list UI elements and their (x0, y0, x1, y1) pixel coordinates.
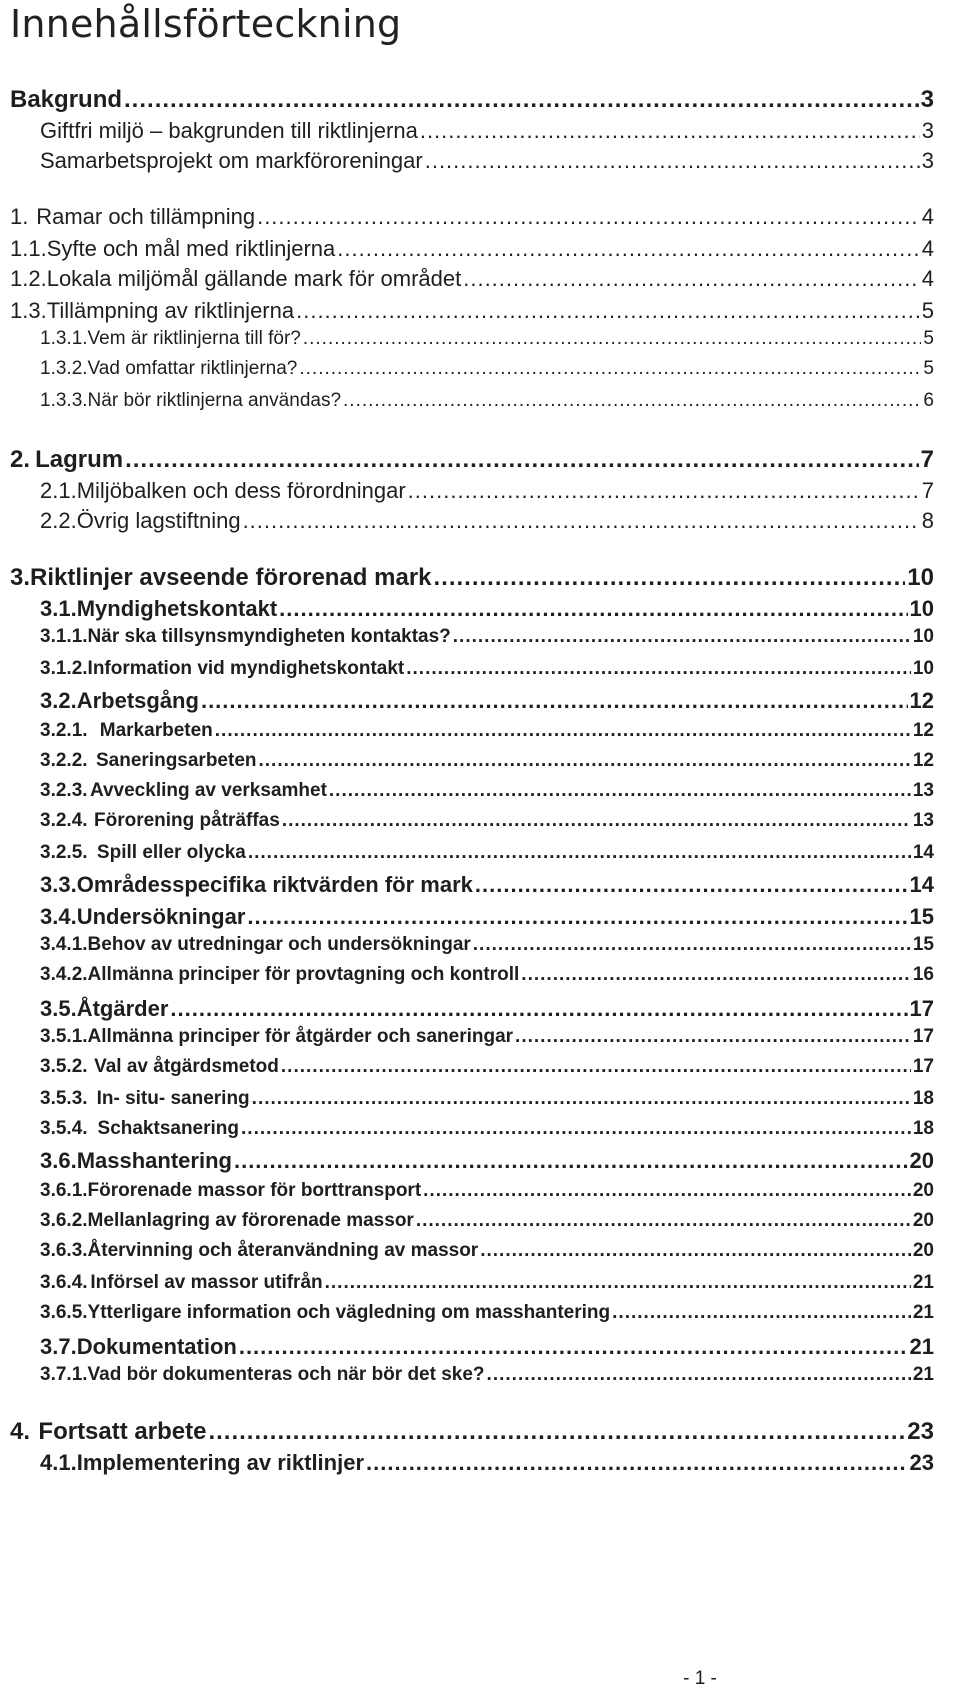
toc-entry-page: 10 (912, 626, 934, 647)
toc-entry-title: Samarbetsprojekt om markföroreningar (40, 148, 423, 173)
toc-dot-leader (406, 658, 911, 680)
toc-dot-leader (425, 148, 920, 174)
toc-dot-leader (299, 358, 921, 380)
toc-entry-number: 3.5.2. (40, 1056, 88, 1077)
toc-entry-number: 4.1. (40, 1450, 77, 1475)
toc-dot-leader (243, 508, 920, 534)
toc-entry-number: 3.1.1. (40, 626, 88, 647)
toc-entry-number: 3.6.4. (40, 1272, 88, 1293)
toc-entry-page: 10 (907, 564, 934, 591)
toc-entry[interactable] (40, 328, 934, 350)
toc-dot-leader (296, 298, 920, 324)
toc-dot-leader (282, 810, 911, 832)
toc-entry[interactable] (40, 358, 934, 380)
toc-entry-page: 3 (921, 118, 934, 143)
toc-dot-leader (124, 86, 919, 114)
toc-entry[interactable] (10, 298, 934, 324)
toc-entry[interactable] (40, 1088, 934, 1110)
toc-entry[interactable] (40, 1240, 934, 1262)
toc-dot-leader (515, 1026, 911, 1048)
toc-entry-number: 3.2. (40, 688, 77, 713)
toc-entry-title: Tillämpning av riktlinjerna (46, 298, 295, 323)
toc-entry-page: 15 (909, 904, 934, 929)
toc-entry-number: 3.4.2. (40, 964, 88, 985)
toc-entry-number: 1.2. (10, 266, 47, 291)
toc-entry-number: 3.5. (40, 996, 77, 1021)
toc-entry[interactable] (40, 996, 934, 1022)
toc-entry-page: 16 (912, 964, 934, 985)
toc-entry-title: Spill eller olycka (96, 842, 246, 863)
toc-entry-number: 3.5.3. (40, 1088, 88, 1109)
toc-dot-leader (434, 564, 906, 592)
toc-entry-page: 18 (912, 1118, 934, 1139)
toc-entry-page: 21 (912, 1364, 934, 1385)
toc-entry-page: 17 (912, 1056, 934, 1077)
toc-entry-number: 3.6.5. (40, 1302, 88, 1323)
toc-entry-number: 3.6.1. (40, 1180, 88, 1201)
toc-entry[interactable] (40, 720, 934, 742)
toc-entry-title: Dokumentation (76, 1334, 237, 1359)
toc-entry-number: 2.1. (40, 478, 77, 503)
toc-entry-page: 12 (912, 750, 934, 771)
toc-entry[interactable] (40, 1056, 934, 1078)
toc-dot-leader (248, 842, 911, 864)
toc-entry-number: 4. (10, 1418, 31, 1445)
toc-entry-page: 20 (909, 1148, 934, 1173)
page-footer (0, 1668, 960, 1690)
toc-dot-leader (241, 1118, 911, 1140)
toc-entry[interactable] (40, 1148, 934, 1174)
toc-entry-page: 18 (912, 1088, 934, 1109)
toc-dot-leader (453, 626, 911, 648)
toc-entry-title: Åtgärder (76, 996, 169, 1021)
toc-entry[interactable] (40, 1334, 934, 1360)
toc-dot-leader (247, 904, 907, 930)
toc-entry[interactable] (10, 204, 934, 230)
toc-entry-page: 20 (912, 1210, 934, 1231)
toc-entry-page: 4 (921, 204, 934, 229)
toc-entry-title: När bör riktlinjerna användas? (87, 390, 342, 411)
toc-entry[interactable] (40, 1180, 934, 1202)
toc-entry-page: 15 (912, 934, 934, 955)
toc-entry-number: 1.1. (10, 236, 47, 261)
toc-entry[interactable] (40, 658, 934, 680)
toc-entry-title: Riktlinjer avseende förorenad mark (30, 564, 432, 591)
toc-entry-number: 3.5.1. (40, 1026, 88, 1047)
toc-entry[interactable] (40, 1118, 934, 1140)
toc-entry-title: Implementering av riktlinjer (76, 1450, 365, 1475)
toc-entry-page: 5 (923, 328, 934, 349)
toc-entry[interactable] (40, 964, 934, 986)
toc-entry-title: Allmänna principer för provtagning och kontroll (87, 964, 520, 985)
toc-entry-number: 3.2.4. (40, 810, 88, 831)
toc-entry-page: 20 (912, 1180, 934, 1201)
toc-entry[interactable] (40, 1302, 934, 1324)
toc-entry[interactable] (10, 446, 934, 474)
toc-entry-number: 3.2.5. (40, 842, 88, 863)
toc-entry-title: Ramar och tillämpning (36, 204, 256, 229)
toc-entry-number: 3.3. (40, 872, 77, 897)
toc-entry-number: 3.2.1. (40, 720, 88, 741)
toc-entry-page: 8 (921, 508, 934, 533)
toc-entry-number: 3.5.4. (40, 1118, 88, 1139)
toc-dot-leader (215, 720, 911, 742)
toc-entry-number: 3.1.2. (40, 658, 88, 679)
toc-dot-leader (279, 596, 907, 622)
toc-entry-title: Lokala miljömål gällande mark för området (46, 266, 462, 291)
toc-dot-leader (366, 1450, 908, 1476)
toc-entry-page: 12 (909, 688, 934, 713)
toc-entry-page: 5 (923, 358, 934, 379)
toc-entry-page: 7 (921, 478, 934, 503)
toc-entry-title: Miljöbalken och dess förordningar (76, 478, 406, 503)
toc-dot-leader (303, 328, 922, 350)
toc-dot-leader (416, 1210, 911, 1232)
toc-dot-leader (473, 934, 911, 956)
toc-entry-title: Områdesspecifika riktvärden för mark (76, 872, 473, 897)
toc-entry-page: 13 (912, 810, 934, 831)
toc-entry[interactable] (40, 390, 934, 412)
toc-dot-leader (423, 1180, 911, 1202)
toc-entry-title: Behov av utredningar och undersökningar (87, 934, 471, 955)
toc-entry[interactable] (40, 596, 934, 622)
toc-entry-title: Myndighetskontakt (76, 596, 278, 621)
toc-dot-leader (463, 266, 920, 292)
toc-dot-leader (343, 390, 921, 412)
toc-entry-page: 17 (912, 1026, 934, 1047)
toc-entry-page: 6 (923, 390, 934, 411)
toc-dot-leader (259, 750, 911, 772)
toc-dot-leader (234, 1148, 908, 1174)
toc-entry-page: 4 (921, 266, 934, 291)
toc-entry-title: Fortsatt arbete (38, 1418, 207, 1445)
toc-entry-page: 13 (912, 780, 934, 801)
toc-entry[interactable] (40, 1364, 934, 1386)
toc-entry-page: 20 (912, 1240, 934, 1261)
toc-entry-title: Lagrum (35, 446, 124, 473)
toc-dot-leader (125, 446, 919, 474)
toc-entry[interactable] (40, 1450, 934, 1476)
toc-entry[interactable] (40, 626, 934, 648)
toc-entry-page: 23 (909, 1450, 934, 1475)
toc-dot-leader (252, 1088, 911, 1110)
toc-dot-leader (201, 688, 908, 714)
toc-entry-title: Arbetsgång (76, 688, 199, 713)
toc-dot-leader (239, 1334, 908, 1360)
toc-entry-page: 10 (912, 658, 934, 679)
toc-entry-page: 14 (909, 872, 934, 897)
toc-entry[interactable] (40, 842, 934, 864)
toc-entry-number: 3.4. (40, 904, 77, 929)
toc-entry-title: Markarbeten (99, 720, 213, 741)
toc-entry-title: Saneringsarbeten (96, 750, 257, 771)
toc-entry-title: Information vid myndighetskontakt (87, 658, 405, 679)
toc-entry-page: 4 (921, 236, 934, 261)
toc-entry[interactable] (40, 810, 934, 832)
toc-entry[interactable] (40, 1272, 934, 1294)
toc-entry[interactable] (40, 688, 934, 714)
toc-entry[interactable] (10, 564, 934, 592)
toc-dot-leader (337, 236, 919, 262)
toc-entry[interactable] (40, 508, 934, 534)
toc-dot-leader (170, 996, 907, 1022)
toc-entry-page: 23 (907, 1418, 934, 1445)
toc-entry-number: 1.3. (10, 298, 47, 323)
toc-entry-title: Bakgrund (10, 86, 123, 113)
toc-entry-number: 2.2. (40, 508, 77, 533)
toc-dot-leader (487, 1364, 911, 1386)
toc-entry-number: 1.3.2. (40, 358, 88, 379)
toc-entry-number: 3.1. (40, 596, 77, 621)
page-number: - 1 - (683, 1668, 717, 1689)
toc-dot-leader (325, 1272, 911, 1294)
toc-entry-title: Val av åtgärdsmetod (94, 1056, 279, 1077)
toc-dot-leader (521, 964, 911, 986)
toc-entry-number: 3. (10, 564, 31, 591)
toc-entry-number: 1.3.3. (40, 390, 88, 411)
toc-entry[interactable] (40, 780, 934, 802)
toc-dot-leader (420, 118, 920, 144)
toc-entry[interactable] (40, 934, 934, 956)
toc-entry-title: Förorenade massor för borttransport (87, 1180, 422, 1201)
toc-entry-page: 14 (912, 842, 934, 863)
toc-entry-title: Undersökningar (76, 904, 246, 929)
toc-entry-page: 3 (921, 148, 934, 173)
toc-entry[interactable] (10, 86, 934, 114)
toc-entry-title: Övrig lagstiftning (76, 508, 241, 533)
toc-entry[interactable] (40, 872, 934, 898)
toc-entry-page: 21 (909, 1334, 934, 1359)
toc-entry-page: 3 (920, 86, 934, 113)
toc-entry-title: Schaktsanering (97, 1118, 240, 1139)
toc-entry[interactable] (40, 118, 934, 144)
toc-entry-number: 3.2.3. (40, 780, 88, 801)
toc-entry[interactable] (10, 266, 934, 292)
toc-entry-page: 5 (921, 298, 934, 323)
toc-dot-leader (408, 478, 920, 504)
toc-entry-title: Syfte och mål med riktlinjerna (46, 236, 336, 261)
toc-entry-title: Införsel av massor utifrån (90, 1272, 323, 1293)
toc-entry-number: 1.3.1. (40, 328, 88, 349)
toc-entry-title: Mellanlagring av förorenade massor (87, 1210, 414, 1231)
toc-entry-number: 3.6. (40, 1148, 77, 1173)
toc-entry-page: 12 (912, 720, 934, 741)
toc-dot-leader (475, 872, 908, 898)
toc-entry[interactable] (10, 236, 934, 262)
toc-entry-number: 3.7. (40, 1334, 77, 1359)
toc-entry-title: När ska tillsynsmyndigheten kontaktas? (87, 626, 451, 647)
toc-entry-title: In- situ- sanering (96, 1088, 250, 1109)
toc-entry[interactable] (40, 750, 934, 772)
toc-entry-number: 1. (10, 204, 29, 229)
toc-dot-leader (612, 1302, 911, 1324)
toc-dot-leader (208, 1418, 905, 1446)
toc-entry-title: Vad bör dokumenteras och när bör det ske? (87, 1364, 485, 1385)
toc-entry-number: 3.6.2. (40, 1210, 88, 1231)
toc-entry-title: Återvinning och återanvändning av massor (87, 1240, 479, 1261)
toc-entry-page: 17 (909, 996, 934, 1021)
toc-dot-leader (480, 1240, 911, 1262)
toc-entry-title: Vem är riktlinjerna till för? (87, 328, 301, 349)
toc-entry-number: 3.2.2. (40, 750, 88, 771)
toc-entry-page: 10 (909, 596, 934, 621)
toc-dot-leader (257, 204, 920, 230)
toc-entry[interactable] (40, 904, 934, 930)
toc-entry-title: Giftfri miljö – bakgrunden till riktlinjerna (40, 118, 418, 143)
toc-dot-leader (329, 780, 911, 802)
toc-entry-title: Masshantering (76, 1148, 232, 1173)
toc-entry[interactable] (40, 148, 934, 174)
toc-entry-page: 21 (912, 1272, 934, 1293)
toc-entry[interactable] (40, 1210, 934, 1232)
toc-entry-number: 3.4.1. (40, 934, 88, 955)
toc-entry-page: 21 (912, 1302, 934, 1323)
toc-entry[interactable] (40, 478, 934, 504)
toc-entry-number: 3.7.1. (40, 1364, 88, 1385)
toc-entry-title: Förorening påträffas (94, 810, 280, 831)
toc-entry-title: Avveckling av verksamhet (89, 780, 327, 801)
toc-heading: Innehållsförteckning (10, 2, 402, 46)
toc-entry-title: Vad omfattar riktlinjerna? (87, 358, 298, 379)
toc-entry-number: 2. (10, 446, 31, 473)
toc-entry-title: Ytterligare information och vägledning om masshantering (87, 1302, 611, 1323)
toc-entry-number: 3.6.3. (40, 1240, 88, 1261)
toc-dot-leader (281, 1056, 911, 1078)
toc-entry-title: Allmänna principer för åtgärder och saneringar (87, 1026, 514, 1047)
toc-entry[interactable] (10, 1418, 934, 1446)
toc-entry[interactable] (40, 1026, 934, 1048)
toc-entry-page: 7 (920, 446, 934, 473)
